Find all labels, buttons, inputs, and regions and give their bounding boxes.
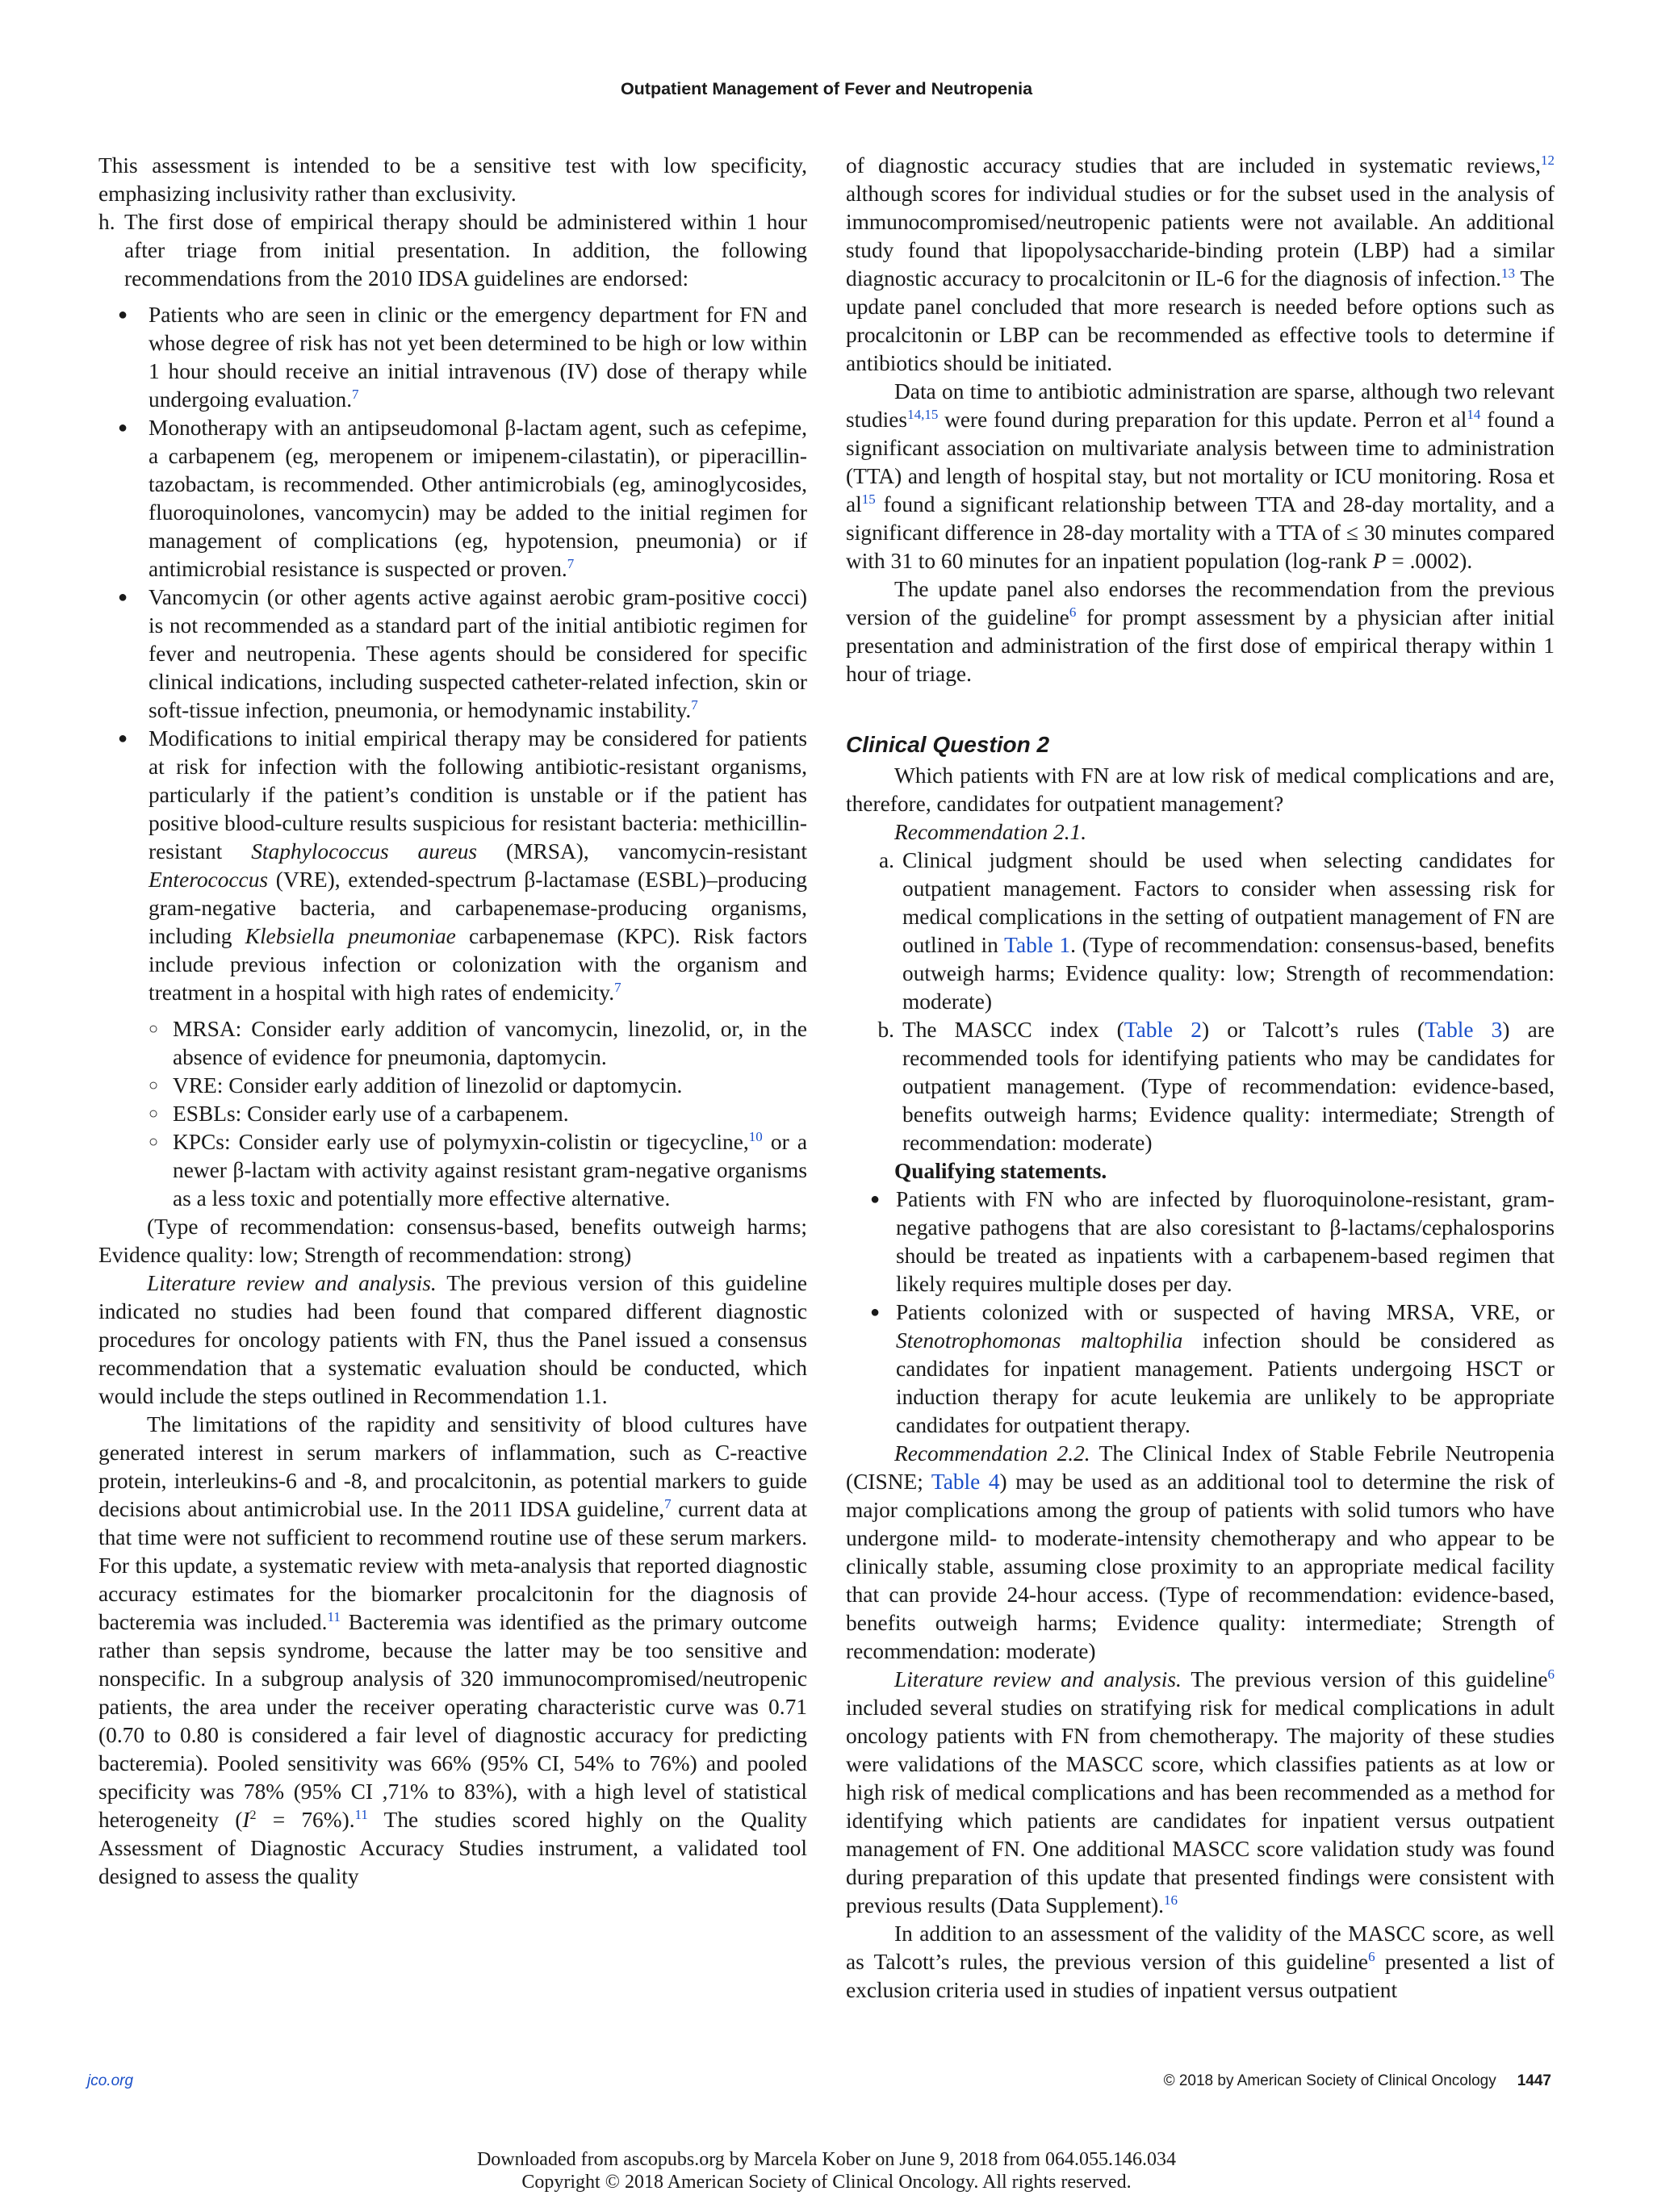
recommendation-2-2: Recommendation 2.2. The Clinical Index of Stable Febrile Neutropenia (CISNE; Table 4) may be used as an additional tool to determine the risk of major complications among the group of patients with solid tumors who have undergone mild- to moderate-intensity chemotherapy and who appear to be clinically stable, assuming close proximity to an appropriate medical facility that can provide 24-hour access. (Type of recommendation: evidence-based, benefits outweigh harms; Evidence quality: intermediate; Strength of recommendation: moderate) bbox=[846, 1441, 1555, 1663]
paragraph-intro: This assessment is intended to be a sensitive test with low specificity, emphasizing inclusivity rather than exclusivity. bbox=[98, 153, 807, 206]
list-item: ○ ESBLs: Consider early use of a carbapenem. bbox=[149, 1100, 807, 1128]
list-item: b. The MASCC index (Table 2) or Talcott’s rules (Table 3) are recommended tools for identifying patients who may be candidates for outpatient management. (Type of recommendation: evidence-based, benefits outweigh harms; Evidence quality: intermediate; Strength of recommendation: moderate) bbox=[877, 1018, 1555, 1155]
list-item: ● Patients colonized with or suspected of having MRSA, VRE, or Stenotrophomonas maltophilia infection should be considered as candidates for inpatient management. Patients undergoing HSCT or induction therapy for acute leukemia are unlikely to be appropriate candidates for outpatient therapy. bbox=[846, 1298, 1555, 1440]
paragraph-update-panel: The update panel also endorses the recommendation from the previous version of the guideline$^6$ for prompt assessment by a physician after initial presentation and administration of the first dose of empirical therapy within 1 hour of triage. bbox=[846, 577, 1555, 686]
citation-link[interactable]: 6 bbox=[1069, 604, 1077, 620]
list-item: ● Monotherapy with an antipseudomonal β-lactam agent, such as cefepime, a carbapenem (eg, meropenem or imipenem-cilastatin), or piperacillin-tazobactam, is recommended. Other antimicrobials (eg, aminoglycosides, fluoroquinolones, vancomycin) may be added to the initial regimen for management of complications (eg, hypotension, pneumonia) or if antimicrobial resistance is suspected or proven.$^7$ bbox=[98, 414, 807, 583]
list-item: ● Vancomycin (or other agents active against aerobic gram-positive cocci) is not recommended as a standard part of the initial antibiotic regimen for fever and neutropenia. These agents should be considered for specific clinical indications, including suspected catheter-related infection, skin or soft-tissue infection, pneumonia, or hemodynamic instability.$^7$ bbox=[98, 583, 807, 725]
recommendation-list bbox=[846, 847, 1555, 1157]
item-h-marker: h. bbox=[98, 210, 115, 234]
citation-link[interactable]: 6 bbox=[1368, 1948, 1375, 1964]
table-link[interactable]: Table 2 bbox=[1124, 1018, 1202, 1042]
citation-link[interactable]: 11 bbox=[327, 1608, 341, 1625]
citation-link[interactable]: 7 bbox=[614, 979, 621, 995]
citation-link[interactable]: 7 bbox=[352, 386, 359, 402]
list-item: ○ KPCs: Consider early use of polymyxin-colistin or tigecycline,$^{10}$ or a newer β-lactam with activity against resistant gram-negative organisms as a less toxic and potentially more effective alternative. bbox=[149, 1128, 807, 1213]
list-item: ● Patients with FN who are infected by fluoroquinolone-resistant, gram-negative pathogens that are also coresistant to β-lactams/cephalosporins should be treated as inpatients with a carbapenem-based regimen that likely requires multiple doses per day. bbox=[846, 1185, 1555, 1298]
citation-link[interactable]: 6 bbox=[1547, 1666, 1555, 1682]
running-header: Outpatient Management of Fever and Neutropenia bbox=[620, 79, 1033, 98]
paragraph-literature-review-2: Literature review and analysis. The previous version of this guideline$^6$ included several studies on stratifying risk for medical complications in adult oncology patients with FN from chemotherapy. The majority of these studies were validations of the MASCC score, which classifies patients as at low or high risk of medical complications and has been recommended as a method for identifying which patients are candidates for inpatient versus outpatient management of FN. One additional MASCC score validation study was found during preparation of this update that presented findings were consistent with previous results (Data Supplement).$^{16}$ bbox=[846, 1666, 1555, 1917]
endorsed-recommendations-list bbox=[98, 301, 807, 1213]
citation-link[interactable]: 16 bbox=[1164, 1892, 1178, 1908]
footer-copyright: © 2018 by American Society of Clinical Oncology 1447 bbox=[1163, 2072, 1551, 2089]
download-notice: Downloaded from ascopubs.org by Marcela Kober on June 9, 2018 from 064.055.146.034 Copyright © 2018 American Society of Clinical Oncology. All rights reserved. bbox=[476, 2149, 1177, 2193]
citation-link[interactable]: 14,15 bbox=[907, 406, 939, 422]
list-item: ● Patients who are seen in clinic or the emergency department for FN and whose degree of risk has not yet been determined to be high or low within 1 hour should receive an initial intravenous (IV) dose of therapy while undergoing evaluation.$^7$ bbox=[98, 301, 807, 414]
paragraph-exclusion-criteria: In addition to an assessment of the validity of the MASCC score, as well as Talcott’s rules, the previous version of this guideline$^6$ presented a list of exclusion criteria used in studies of inpatient versus outpatient bbox=[846, 1921, 1555, 2002]
recommendation-label: Recommendation 2.1. bbox=[894, 820, 1087, 844]
list-item: a. Clinical judgment should be used when selecting candidates for outpatient management. Factors to consider when assessing risk for medical complications in the setting of outpatient management of FN are outlined in Table 1. (Type of recommendation: consensus-based, benefits outweigh harms; Evidence quality: low; Strength of recommendation: moderate) bbox=[878, 848, 1555, 1014]
citation-link[interactable]: 12 bbox=[1541, 152, 1555, 168]
item-h bbox=[98, 208, 807, 293]
paragraph-literature-review: Literature review and analysis. The previous version of this guideline indicated no studies had been found that compared different diagnostic procedures for oncology patients with FN, thus the Panel issued a consensus recommendation that a systematic evaluation should be conducted, which would include the steps outlined in Recommendation 1.1. bbox=[98, 1271, 807, 1408]
paragraph-limitations: The limitations of the rapidity and sensitivity of blood cultures have generated interest in serum markers of inflammation, such as C-reactive protein, interleukins-6 and -8, and procalcitonin, as potential markers to guide decisions about antimicrobial use. In the 2011 IDSA guideline,$^7$ current data at that time were not sufficient to recommend routine use of these serum markers. For this update, a systematic review with meta-analysis that reported diagnostic accuracy estimates for the biomarker procalcitonin for the diagnosis of bacteremia was included.$^{11}$ Bacteremia was identified as the primary outcome rather than sepsis syndrome, because the latter may be too sensitive and nonspecific. In a subgroup analysis of 320 immunocompromised/neutropenic patients, the area under the receiver operating characteristic curve was 0.71 (0.70 to 0.80 is considered a fair level of diagnostic accuracy for predicting bacteremia). Pooled sensitivity was 66% (95% CI, 54% to 76%) and pooled specificity was 78% (95% CI ,71% to 83%), with a high level of statistical heterogeneity $(I^2 = 76\%).^{11}$ The studies scored highly on the Quality Assessment of Diagnostic Accuracy Studies instrument, a validated tool designed to assess the quality bbox=[98, 1412, 808, 1888]
list-item: ○ VRE: Consider early addition of linezolid or daptomycin. bbox=[149, 1072, 807, 1100]
journal-link[interactable]: jco.org bbox=[87, 2072, 134, 2089]
qualifying-statements-label: Qualifying statements. bbox=[894, 1159, 1107, 1183]
clinical-question-text: Which patients with FN are at low risk of medical complications and are, therefore, candidates for outpatient management? bbox=[846, 763, 1555, 816]
citation-link[interactable]: 11 bbox=[354, 1806, 368, 1822]
table-link[interactable]: Table 4 bbox=[931, 1470, 1000, 1494]
table-link[interactable]: Table 1 bbox=[1004, 933, 1071, 957]
section-heading: Clinical Question 2 bbox=[846, 732, 1050, 757]
citation-link[interactable]: 10 bbox=[748, 1128, 763, 1144]
item-h-text: The first dose of empirical therapy should be administered within 1 hour after triage from initial presentation. In addition, the following recommendations from the 2010 IDSA guidelines are endorsed: bbox=[124, 210, 807, 291]
citation-link[interactable]: 7 bbox=[567, 555, 575, 571]
list-item: ● Modifications to initial empirical therapy may be considered for patients at risk for infection with the following antibiotic-resistant organisms, particularly if the patient’s condition is unstable or if the patient has positive blood-culture results suspicious for resistant bacteria: methicillin-resistant Staphylococcus aureus (MRSA), vancomycin-resistant Enterococcus (VRE), extended-spectrum β-lactamase (ESBL)–producing gram-negative bacteria, and carbapenemase-producing organisms, including Klebsiella pneumoniae carbapenemase (KPC). Risk factors include previous infection or colonization with the organism and treatment in a hospital with high rates of endemicity.$^7$ ○ MRSA: Consider early addition of vancomycin, linezolid, or, in the absence of evidence for pneumonia, daptomycin. ○ VRE: Consider early addition of linezolid or daptomycin. ○ ESBLs: Consider early use of a carbapenem. ○ KPCs: Consider early use of polymyxin-colistin or tigecycline,$^{10}$ or a newer β-lactam with activity against resistant gram-negative organisms as a less toxic and potentially more effective alternative. bbox=[98, 725, 807, 1213]
recommendation-type: (Type of recommendation: consensus-based, benefits outweigh harms; Evidence quality: low; Strength of recommendation: strong) bbox=[98, 1215, 807, 1267]
resistant-organism-sublist bbox=[149, 1015, 807, 1213]
citation-link[interactable]: 7 bbox=[691, 696, 698, 713]
paragraph-continued: of diagnostic accuracy studies that are included in systematic reviews,$^{12}$ although scores for individual studies or for the subset used in the analysis of immunocompromised/neutropenic patients were not available. An additional study found that lipopolysaccharide-binding protein (LBP) had a similar diagnostic accuracy to procalcitonin or IL-6 for the diagnosis of infection.$^{13}$ The update panel concluded that more research is needed before options such as procalcitonin or LBP can be recommended as effective tools to determine if antibiotics should be initiated. bbox=[846, 152, 1555, 375]
left-column bbox=[98, 152, 807, 1891]
table-link[interactable]: Table 3 bbox=[1425, 1018, 1503, 1042]
citation-link[interactable]: 13 bbox=[1501, 265, 1516, 281]
citation-link[interactable]: 7 bbox=[664, 1495, 672, 1512]
citation-link[interactable]: 15 bbox=[861, 491, 876, 507]
page-number: 1447 bbox=[1517, 2072, 1551, 2089]
citation-link[interactable]: 14 bbox=[1467, 406, 1481, 422]
qualifying-statements-list bbox=[846, 1185, 1555, 1440]
right-column bbox=[846, 152, 1555, 2005]
paragraph-time-to-antibiotic: Data on time to antibiotic administration are sparse, although two relevant studies$^{14,15}$ were found during preparation for this update. Perron et al$^{14}$ found a significant association on multivariate analysis between time to administration (TTA) and length of hospital stay, but not mortality or ICU monitoring. Rosa et al$^{15}$ found a significant relationship between TTA and 28-day mortality, and a significant difference in 28-day mortality with a TTA of ≤ 30 minutes compared with 31 to 60 minutes for an inpatient population (log-rank P = .0002). bbox=[846, 379, 1555, 573]
list-item: ○ MRSA: Consider early addition of vancomycin, linezolid, or, in the absence of evidence for pneumonia, daptomycin. bbox=[149, 1015, 807, 1072]
